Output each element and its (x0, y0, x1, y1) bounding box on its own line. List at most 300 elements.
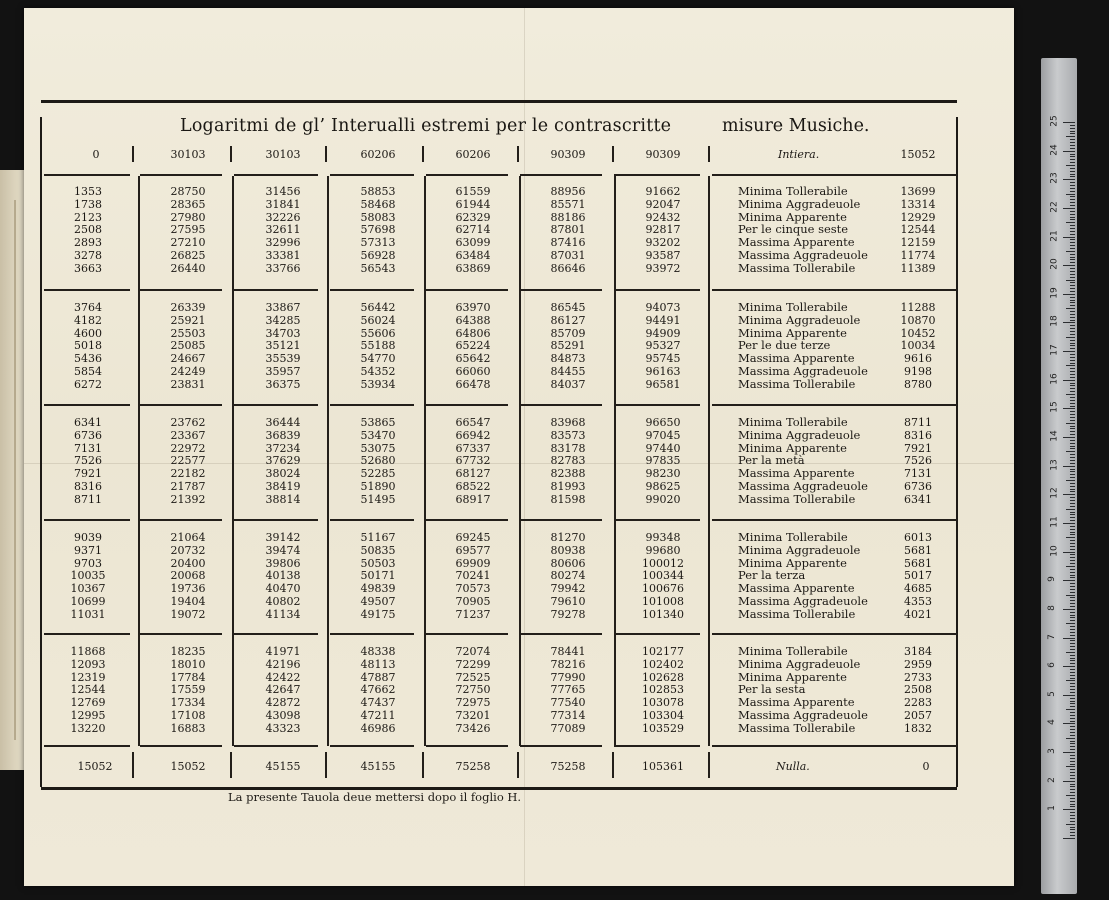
ruler-tick (1070, 217, 1075, 218)
ruler-tick (1070, 649, 1075, 650)
column-separator (708, 752, 710, 778)
table-cell: 87416 (550, 236, 586, 250)
table-cell: 39474 (265, 543, 301, 557)
table-cell: 34285 (265, 313, 301, 327)
table-cell: 99020 (645, 492, 681, 506)
table-cell: 70241 (455, 569, 491, 583)
ruler-tick (1070, 606, 1075, 607)
ruler-tick (1070, 448, 1075, 449)
ruler-tick (1066, 537, 1075, 538)
table-cell: 40802 (265, 595, 301, 608)
table-cell: 32611 (265, 223, 301, 237)
ruler-tick (1070, 543, 1075, 544)
table-cell: 19736 (170, 582, 206, 596)
ruler-tick (1066, 280, 1075, 281)
interval-label: Minima Aggradeuole (738, 312, 861, 327)
table-cell: 97835 (645, 454, 681, 468)
ruler-tick (1066, 623, 1075, 624)
table-cell: 12929 (900, 210, 936, 224)
table-cell: 88956 (550, 185, 586, 198)
table-cell: 26440 (170, 261, 206, 275)
table-cell: 64388 (455, 313, 491, 327)
ruler-tick (1066, 709, 1075, 710)
ruler-tick (1070, 827, 1075, 828)
table-cell: 7131 (904, 467, 932, 481)
ruler-tick (1066, 337, 1075, 338)
table-cell: 4353 (904, 595, 932, 608)
ruler-tick (1070, 818, 1075, 819)
row-separator (140, 745, 222, 747)
table-cell: 63099 (455, 236, 491, 250)
interval-label: Minima Aggradeuole (738, 542, 861, 557)
table-cell: 69577 (455, 543, 491, 557)
table-cell: 13314 (900, 197, 936, 211)
ruler-tick (1070, 202, 1075, 203)
ruler-tick (1070, 411, 1075, 412)
ruler-tick (1070, 385, 1075, 386)
table-cell: 10034 (900, 339, 936, 353)
table-cell: 26339 (170, 301, 206, 314)
table-cell: 85571 (550, 197, 586, 211)
table-cell: 6341 (74, 416, 102, 429)
ruler-tick (1070, 340, 1075, 341)
table-cell: 2123 (74, 210, 102, 224)
table-cell: 84873 (550, 352, 586, 366)
table-cell: 22577 (170, 454, 206, 468)
table-cell: 73426 (455, 721, 491, 735)
ruler-tick (1070, 205, 1075, 206)
ruler-tick (1066, 222, 1075, 223)
interval-label: Minima Tollerabile (738, 300, 848, 314)
ruler-tick (1070, 214, 1075, 215)
ruler-tick (1070, 500, 1075, 501)
ruler-mark: 9 (1046, 576, 1057, 583)
row-separator (330, 519, 414, 521)
ruler-tick (1070, 168, 1075, 169)
table-cell: 57313 (360, 236, 396, 250)
ruler-tick (1070, 174, 1075, 175)
table-cell: 58468 (360, 197, 396, 211)
ruler-tick (1070, 575, 1075, 576)
ruler-tick (1066, 566, 1075, 567)
table-cell: 50835 (360, 543, 396, 557)
ruler-tick (1070, 554, 1075, 555)
table-cell: 94909 (645, 326, 681, 340)
ruler-tick (1070, 660, 1075, 661)
table-cell: 57698 (360, 223, 396, 237)
table-cell: 4685 (904, 582, 932, 596)
table-cell: 51167 (360, 531, 396, 544)
ruler-tick (1070, 457, 1075, 458)
ruler-tick (1070, 600, 1075, 601)
ruler-tick (1070, 746, 1075, 747)
column-separator (325, 752, 327, 778)
ruler-tick (1070, 131, 1075, 132)
ruler-tick (1066, 423, 1075, 424)
table-cell: 51495 (360, 492, 396, 506)
ruler-tick (1070, 615, 1075, 616)
column-separator (132, 752, 134, 778)
ruler-tick (1070, 420, 1075, 421)
ruler-tick (1070, 440, 1075, 441)
table-cell: 65224 (455, 339, 491, 353)
table-cell: 84037 (550, 377, 586, 391)
ruler-tick (1070, 348, 1075, 349)
table-cell: 7131 (74, 441, 102, 455)
ruler-tick (1063, 809, 1075, 810)
ruler-tick (1070, 428, 1075, 429)
table-cell: 6736 (74, 428, 102, 442)
table-cell: 3764 (74, 301, 102, 314)
ruler-tick (1070, 191, 1075, 192)
ruler-tick (1066, 766, 1075, 767)
ruler-tick (1070, 471, 1075, 472)
ruler-tick (1070, 274, 1075, 275)
ruler-tick (1070, 732, 1075, 733)
interval-label: Massima Tollerabile (738, 720, 856, 735)
table-cell: 20400 (170, 556, 206, 570)
ruler-tick (1066, 824, 1075, 825)
table-cell: 66942 (455, 428, 491, 442)
ruler-tick (1070, 569, 1075, 570)
table-cell: 13699 (900, 185, 936, 198)
ruler-tick (1063, 408, 1075, 409)
table-cell: 7526 (904, 454, 932, 468)
ruler-tick (1070, 142, 1075, 143)
ruler-mark: 23 (1049, 172, 1060, 184)
table-cell: 55188 (360, 339, 396, 353)
table-cell: 31456 (265, 185, 301, 198)
table-cell: 56543 (360, 261, 396, 275)
column-separator (612, 752, 614, 778)
ruler-tick (1070, 635, 1075, 636)
table-cell: 87031 (550, 249, 586, 262)
ruler-tick (1070, 431, 1075, 432)
ruler-tick (1070, 388, 1075, 389)
ruler-tick (1070, 658, 1075, 659)
table-cell: 92817 (645, 223, 681, 237)
table-cell: 5018 (74, 339, 102, 353)
interval-label: Minima Aggradeuole (738, 427, 861, 442)
table-cell: 11774 (900, 249, 936, 262)
table-cell: 54770 (360, 352, 396, 366)
table-cell: 12544 (900, 223, 936, 237)
table-cell: 12995 (70, 709, 106, 722)
ruler-tick (1066, 595, 1075, 596)
ruler-tick (1070, 446, 1075, 447)
column-separator (327, 176, 329, 746)
ruler-tick (1070, 761, 1075, 762)
header-value: 60206 (455, 148, 491, 161)
row-separator (44, 289, 130, 291)
table-cell: 72975 (455, 696, 491, 710)
ruler-tick (1070, 503, 1075, 504)
table-cell: 2508 (904, 683, 932, 697)
row-separator (426, 745, 508, 747)
ruler-tick (1070, 305, 1075, 306)
table-cell: 67732 (455, 454, 491, 468)
table-cell: 72299 (455, 657, 491, 671)
ruler-tick (1070, 589, 1075, 590)
table-cell: 6736 (904, 480, 932, 493)
table-cell: 23831 (170, 377, 206, 391)
row-separator (614, 404, 700, 406)
ruler-tick (1070, 406, 1075, 407)
table-cell: 68917 (455, 492, 491, 506)
row-separator (712, 633, 957, 635)
ruler-tick (1070, 586, 1075, 587)
ruler-tick (1063, 552, 1075, 553)
ruler-tick (1070, 320, 1075, 321)
ruler-tick (1070, 678, 1075, 679)
table-cell: 8711 (904, 416, 932, 429)
column-separator (708, 146, 710, 162)
table-cell: 62714 (455, 223, 491, 237)
table-cell: 50503 (360, 556, 396, 570)
table-cell: 86545 (550, 301, 586, 314)
table-cell: 82783 (550, 454, 586, 468)
row-separator (330, 289, 414, 291)
table-cell: 11031 (70, 607, 106, 621)
table-cell: 24667 (170, 352, 206, 366)
ruler-tick (1070, 377, 1075, 378)
interval-label: Massima Aggradeuole (738, 479, 868, 493)
table-cell: 35121 (265, 339, 301, 353)
ruler-tick (1070, 128, 1075, 129)
table-cell: 79942 (550, 582, 586, 596)
table-cell: 95327 (645, 339, 681, 353)
table-cell: 39806 (265, 556, 301, 570)
ruler-tick (1070, 254, 1075, 255)
ruler-tick (1070, 741, 1075, 742)
table-cell: 36839 (265, 428, 301, 442)
ruler-tick (1070, 463, 1075, 464)
column-separator (517, 146, 519, 162)
ruler-tick (1070, 706, 1075, 707)
table-cell: 9703 (74, 556, 102, 570)
column-separator (612, 146, 614, 162)
table-cell: 53865 (360, 416, 396, 429)
ruler-tick (1070, 196, 1075, 197)
interval-label: Minima Tollerabile (738, 184, 848, 198)
row-separator (426, 289, 508, 291)
ruler-tick (1070, 832, 1075, 833)
table-cell: 70905 (455, 595, 491, 608)
ruler-mark: 22 (1049, 201, 1060, 213)
ruler-tick (1070, 297, 1075, 298)
table-cell: 43323 (265, 721, 301, 735)
table-cell: 42196 (265, 657, 301, 671)
table-cell: 32226 (265, 210, 301, 224)
ruler-tick (1070, 735, 1075, 736)
footer-value: 15052 (77, 760, 113, 773)
footer-value: 105361 (642, 760, 684, 773)
row-separator (330, 174, 414, 176)
row-separator (614, 289, 700, 291)
table-cell: 72525 (455, 670, 491, 684)
ruler-tick (1070, 701, 1075, 702)
ruler-mark: 8 (1046, 605, 1057, 611)
header-value: 90309 (645, 148, 681, 161)
row-separator (234, 404, 318, 406)
column-separator (132, 146, 134, 162)
table-cell: 2959 (904, 657, 932, 671)
table-cell: 83573 (550, 428, 586, 442)
table-cell: 35539 (265, 352, 301, 366)
table-cell: 77314 (550, 709, 586, 722)
table-cell: 93202 (645, 236, 681, 250)
table-cell: 87801 (550, 223, 586, 237)
ruler-tick (1070, 772, 1075, 773)
ruler-tick (1070, 182, 1075, 183)
ruler-tick (1070, 743, 1075, 744)
ruler-tick (1070, 171, 1075, 172)
table-cell: 21787 (170, 480, 206, 493)
table-cell: 9039 (74, 531, 102, 544)
ruler-tick (1070, 343, 1075, 344)
table-cell: 7921 (904, 441, 932, 455)
table-cell: 78216 (550, 657, 586, 671)
ruler-tick (1070, 360, 1075, 361)
table-cell: 97440 (645, 441, 681, 455)
interval-label: Massima Tollerabile (738, 376, 856, 391)
table-cell: 8316 (74, 480, 102, 493)
interval-label: Minima Tollerabile (738, 415, 848, 429)
ruler-tick (1070, 231, 1075, 232)
table-cell: 32996 (265, 236, 301, 250)
table-cell: 42647 (265, 683, 301, 697)
ruler-mark: 4 (1046, 719, 1057, 726)
ruler-tick (1070, 620, 1075, 621)
table-cell: 8316 (904, 428, 932, 442)
ruler-tick (1066, 795, 1075, 796)
ruler-tick (1063, 666, 1075, 667)
ruler-tick (1070, 549, 1075, 550)
table-cell: 53470 (360, 428, 396, 442)
ruler-tick (1063, 208, 1075, 209)
interval-label: Per le cinque seste (738, 222, 849, 237)
table-cell: 103304 (642, 709, 684, 722)
ruler-tick (1070, 460, 1075, 461)
table-cell: 19404 (170, 595, 206, 608)
ruler-tick (1070, 806, 1075, 807)
ruler-tick (1070, 397, 1075, 398)
ruler-mark: 5 (1046, 690, 1057, 697)
row-separator (712, 404, 957, 406)
ruler-mark: 24 (1049, 143, 1060, 156)
ruler-tick (1070, 729, 1075, 730)
table-cell: 66060 (455, 365, 491, 378)
table-cell: 47887 (360, 670, 396, 684)
ruler-tick (1066, 480, 1075, 481)
table-cell: 81598 (550, 492, 586, 506)
table-cell: 49175 (360, 607, 396, 621)
table-cell: 67337 (455, 441, 491, 455)
ruler-tick (1070, 792, 1075, 793)
table-cell: 34703 (265, 326, 301, 340)
ruler-mark: 3 (1046, 748, 1057, 754)
measuring-ruler (1041, 58, 1077, 894)
ruler-tick (1070, 617, 1075, 618)
interval-label: Massima Apparente (738, 235, 855, 250)
table-cell: 97045 (645, 428, 681, 442)
ruler-tick (1070, 563, 1075, 564)
table-cell: 4021 (904, 607, 932, 621)
table-cell: 102177 (642, 645, 684, 658)
interval-label: Per le due terze (738, 338, 831, 353)
ruler-tick (1070, 703, 1075, 704)
column-separator (424, 176, 426, 746)
table-cell: 85291 (550, 339, 586, 353)
ruler-tick (1070, 469, 1075, 470)
table-cell: 38024 (265, 467, 301, 481)
ruler-tick (1063, 151, 1075, 152)
interval-label: Massima Tollerabile (738, 260, 856, 275)
row-separator (44, 404, 130, 406)
table-cell: 61559 (455, 185, 491, 198)
table-cell: 8711 (74, 492, 102, 506)
table-cell: 1738 (74, 197, 102, 211)
table-cell: 6013 (904, 531, 932, 544)
table-cell: 52285 (360, 467, 396, 481)
table-cell: 20732 (170, 543, 206, 557)
interval-label: Minima Apparente (738, 325, 847, 340)
interval-label: Minima Aggradeuole (738, 656, 861, 671)
ruler-tick (1070, 572, 1075, 573)
footer-value: 75258 (455, 760, 491, 773)
header-value: 60206 (360, 148, 396, 161)
row-separator (712, 745, 957, 747)
table-cell: 81993 (550, 480, 586, 493)
table-cell: 55606 (360, 326, 396, 340)
row-separator (234, 633, 318, 635)
table-cell: 84455 (550, 365, 586, 378)
table-cell: 5681 (904, 556, 932, 570)
row-separator (234, 745, 318, 747)
table-cell: 102628 (642, 670, 684, 684)
table-cell: 92047 (645, 197, 681, 211)
ruler-tick (1070, 162, 1075, 163)
ruler-tick (1070, 534, 1075, 535)
table-cell: 9198 (904, 365, 932, 378)
ruler-mark: 20 (1049, 258, 1060, 270)
row-separator (614, 633, 700, 635)
table-cell: 10452 (900, 326, 936, 340)
ruler-tick (1070, 686, 1075, 687)
ruler-tick (1063, 466, 1075, 467)
table-cell: 2733 (904, 670, 932, 684)
table-cell: 86127 (550, 313, 586, 327)
ruler-tick (1070, 311, 1075, 312)
row-separator (140, 289, 222, 291)
ruler-tick (1063, 322, 1075, 323)
ruler-tick (1070, 758, 1075, 759)
ruler-tick (1070, 520, 1075, 521)
table-cell: 56024 (360, 313, 396, 327)
ruler-tick (1070, 477, 1075, 478)
row-separator (520, 289, 602, 291)
table-cell: 47211 (360, 709, 396, 722)
ruler-tick (1070, 331, 1075, 332)
ruler-tick (1070, 239, 1075, 240)
table-cell: 6341 (904, 492, 932, 506)
table-cell: 98625 (645, 480, 681, 493)
interval-label: Minima Apparente (738, 209, 847, 224)
table-cell: 96581 (645, 377, 681, 391)
table-cell: 64806 (455, 326, 491, 340)
ruler-tick (1070, 698, 1075, 699)
interval-label: Massima Apparente (738, 695, 855, 710)
